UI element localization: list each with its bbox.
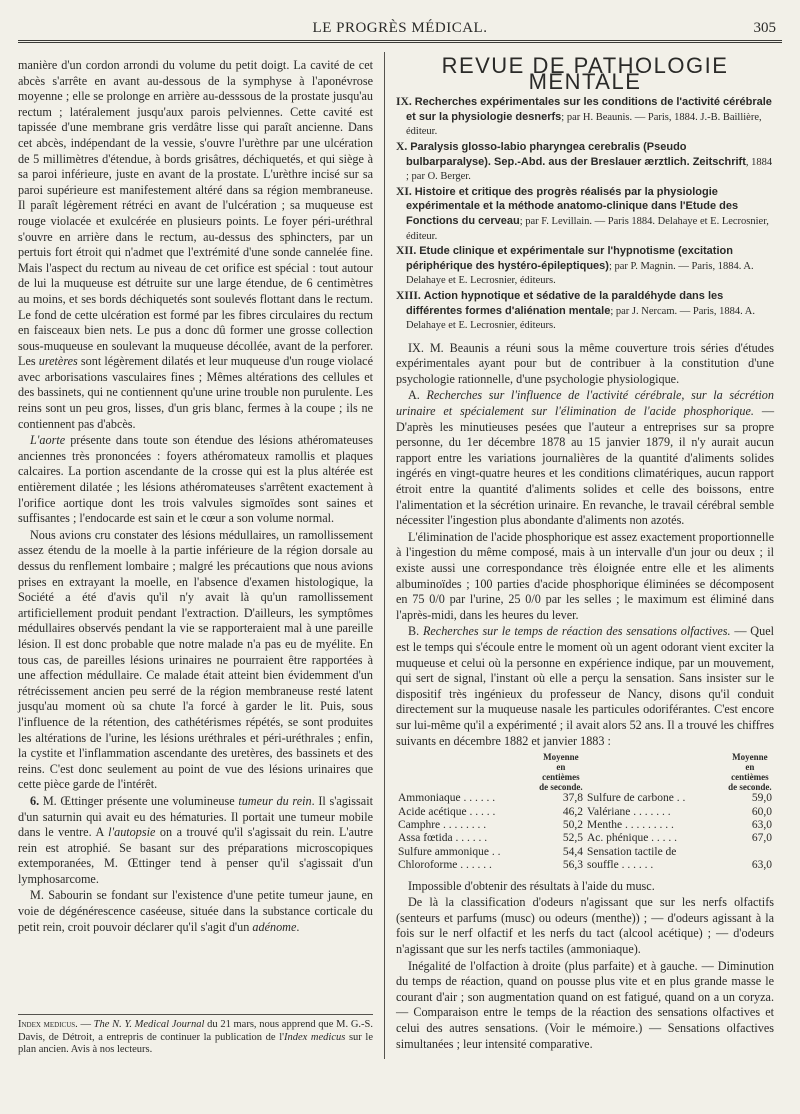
list-item: XI. Histoire et critique des progrès réalisés par la physiologie expérimentale et la méthode anatomo-clinique dans l'Etude des Fonctions du cerveau; par F. Levillain. — Paris 1884. Delahaye et E. Lecrosnier, éditeur. (396, 184, 769, 242)
list-item: X. Paralysis glosso-labio pharyngea cerebralis (Pseudo bulbarparalyse). Sep.-Abd. aus der Breslauer ærztlich. Zeitschrift, 1884 ; par O. Berger. (396, 139, 773, 183)
right-column (396, 53, 775, 1053)
column-header: Moyenne en centièmes de seconde. (539, 752, 583, 793)
list-item: XIII. Action hypnotique et sédative de la paraldéhyde dans les différentes formes d'aliénation mentale; par J. Nercam. — Paris, 1884. A. Delahaye et E. Lecrosnier, éditeurs. (396, 288, 755, 332)
header-rule (18, 40, 782, 43)
table-row: Acide acétique . . . . . 46,2 Valériane . . . . . . . 60,0 (398, 805, 772, 818)
journal-title: LE PROGRÈS MÉDICAL. (312, 20, 488, 36)
page-number: 305 (753, 20, 776, 36)
column-divider (384, 52, 385, 1059)
column-header: Moyenne en centièmes de seconde. (728, 752, 772, 793)
left-column (18, 58, 373, 936)
table-row: Chloroforme . . . . . . 56,3 souffle . . . . . . 63,0 (398, 859, 772, 872)
footnote: Index medicus. — The N. Y. Medical Journal du 21 mars, nous apprend que M. G.-S. Davis, de Détroit, a entrepris de continuer la publication de l'Index medicus sur le plan ancien. Avis à nos lecteurs. (18, 1014, 373, 1057)
paragraph: De là la classification d'odeurs n'agissant que sur les nerfs olfactifs (senteurs et parfums (musc) ou odeurs (menthe)) ; — d'odeurs agissant à la fois sur le nerf olfactif et les nerfs du tact (alcool acétique) ; — d'odeurs n'agissant que sur les nerfs tactiles (ammoniaque). (396, 895, 774, 956)
odor-reaction-table (396, 752, 774, 872)
list-item: XII. Etude clinique et expérimentale sur l'hypnotisme (excitation périphérique des hystéro-épileptiques); par P. Magnin. — Paris, 1884. A. Delahaye et E. Lecrosnier, éditeurs. (396, 244, 754, 287)
list-item: IX. Recherches expérimentales sur les conditions de l'activité cérébrale et sur la physiologie desnerfs; par H. Beaunis. — Paris, 1884. J.-B. Baillière, éditeur. (396, 95, 772, 138)
table-row: Ammoniaque . . . . . . 37,8 Sulfure de carbone . . 59,0 (398, 792, 772, 805)
table-row: Camphre . . . . . . . . 50,2 Menthe . . . . . . . . . 63,0 (398, 818, 772, 831)
reference-list (396, 95, 774, 333)
page-header (18, 18, 782, 40)
paragraph: B. Recherches sur le temps de réaction des sensations olfactives. — Quel est le temps qui s'écoule entre le moment où un agent odorant vient exciter la muqueuse et celui où la personne en expérience indique, par un mouvement, qui sert de signal, l'instant où elle a perçu la sensation. Sans insister sur le dispositif très ingénieux du professeur de Nancy, disons qu'il conduit directement sur la muqueuse nasale les particules odoriférantes. C'est encore sur lui-même qu'il a expérimenté ; il avait alors 52 ans. Il a trouvé les chiffres suivants en décembre 1882 et janvier 1883 : (396, 624, 774, 748)
paragraph: Inégalité de l'olfaction à droite (plus parfaite) et à gauche. — Diminution du temps de réaction, quand on pousse plus vite et en plus grande masse le courant d'air ; son augmentation quand on est fatigué, quand on a un coryza. — Comparaison entre le temps de la réaction des sensations olfactives et celui des autres sensations. (Voir le mémoire.) — Sensations olfactives simultanées ; leur intensité comparative. (396, 958, 774, 1051)
paragraph: manière d'un cordon arrondi du volume du petit doigt. La cavité de cet abcès s'arrête en avant au-dessous de la symphyse à l'aponévrose moyenne ; elle se prolonge en arrière au-desssous de la prostate jusqu'au rectum ; latéralement jusqu'aux parois pelviennes. Cette cavité est tapissée d'une membrane gris verdâtre lisse qui paraît ancienne. Dans cet abcès, indépendant de la vessie, s'ouvre l'urèthre par une ulcération de 5 millimètres d'étendue, à bords grisâtres, déchiquetés, et qui siège à sa paroi inférieure, juste en avant de la prostate. L'urèthre incisé sur sa paroi supérieure est manifestement altéré dans sa région membraneuse. Il paraît légèrement rétréci en avant de l'ulcération ; sa muqueuse est rouge violacée et exulcérée en plusieurs points. Le foyer péri-uréthral s'ouvre en arrière dans le rectum, au-dessus des sphincters, par un pertuis fort étroit qui n'admet que l'extrémité d'une sonde cannelée fine. Mais l'aspect du rectum au niveau de cet orifice est spécial : tout autour de lui la muqueuse est détruite sur une large étendue, de 6 centimètres au moins, et ses bords déchiquetés sont soulevés flottant dans le rectum. Le fond de cette ulcération est formé par les fibres circulaires du rectum en faisceaux bien nets. Le pus a donc dû former une grosse collection sous-muqueuse en soulevant la muqueuse décollée, avant de la perforer. Les uretères sont légèrement dilatés et leur muqueuse d'un rouge violacé avec arborisations vasculaires fines ; Mêmes altérations des cellules et des bassinets, qui ne contiennent qu'une urine trouble non purulente. Les reins sont un peu gros, lisses, d'un gris blanc, fermes à la coupe ; ils ne contiennent pas d'abcès. (18, 58, 373, 431)
paragraph: A. Recherches sur l'influence de l'activité cérébrale, sur la sécrétion urinaire et spécialement sur l'élimination de l'acide phosphorique. — D'après les minutieuses pesées que l'auteur a entreprises sur sa propre personne, du 1er décembre 1878 au 15 janvier 1879, il n'y aurait aucun rapport entre les variations journalières de la quantité d'aliments solides ingérés en vingt-quatre heures et les conditions climatériques, aucun rapport étroit entre la quantité d'aliments solides et celle des boissons, entre l'alimentation et la sécrétion urinaire. En revanche, le travail cérébral semble nécessiter l'ingestion plus abondante d'aliments non azotés. (396, 388, 775, 528)
section-title: REVUE DE PATHOLOGIE MENTALE (441, 53, 729, 94)
paragraph: Nous avions cru constater des lésions médullaires, un ramollissement assez étendu de la moelle à la partie inférieure de la région dorsale au dessus du renflement lombaire ; malgré les précautions que nous avions prises en extrayant la moelle, en l'absence d'examen histologique, la Société a été d'avis qu'il n'y avait là qu'un ramollissement artificiellement produit pendant l'extraction. D'ailleurs, les symptômes médullaires observés pendant la vie se rapporteraient mal à une pareille lésion. Il est donc probable que notre malade n'a pas eu de myélite. En tous cas, de pareilles lésions urinaires ne pourraient être rapportées à une affection médullaire. Ce malade était atteint bien évidemment d'un rétrécissement ancien peu serré de la région membraneuse resté latent jusqu'au moment où sa chute l'a forcé à garder le lit. Puis, sous l'influence de la rétention, des cathétérismes répétés, se sont produites les altérations de l'urine, les lésions uréthrales et péri-uréthrales ; enfin, la cystite et l'inflammation ascendante des uretères, des bassinets et des reins. C'est donc seulement au point de vue des lésions urinaires que cette pièce garde de l'intérêt. (18, 527, 373, 792)
paragraph: IX. M. Beaunis a réuni sous la même couverture trois séries d'études expérimentales ayant pour but de contribuer à la constitution d'une psychologie rationnelle, d'une psychologie physiologique. (396, 340, 774, 386)
paragraph: Impossible d'obtenir des résultats à l'aide du musc. (408, 878, 655, 893)
table-row: Assa fœtida . . . . . . 52,5 Ac. phénique . . . . . 67,0 (398, 832, 772, 845)
paragraph: L'élimination de l'acide phosphorique est assez exactement proportionnelle à l'ingestion du même composé, mais à un intervalle d'un jour ou deux ; il existe aussi une correspondance très éloignée entre elle et les aliments albuminoïdes ; 100 parties d'acide phosphorique éliminées se décomposent en 75 0/0 par l'urine, 25 0/0 par les selles ; le maximum est éliminé dans l'après-midi, dans les heures du lever. (396, 529, 774, 622)
paragraph: M. Sabourin se fondant sur l'existence d'une petite tumeur jaune, en voie de dégénérescence caséeuse, située dans la substance corticale du petit rein, croit pouvoir déclarer qu'il s'agit d'un adénome. (18, 888, 373, 934)
table-row: Sulfure ammonique . . 54,4 Sensation tactile de (398, 845, 677, 858)
paragraph: 6. M. Œttinger présente une volumineuse tumeur du rein. Il s'agissait d'un saturnin qui avait eu des hématuries. Il portait une tumeur mobile dans le ventre. A l'autopsie on a trouvé qu'il s'agissait du rein. L'autre rein est atrophié. Se basant sur des préparations microscopiques extemporanées, M. Œttinger tend à penser qu'il s'agissait d'un lymphosarcome. (18, 793, 373, 886)
paragraph: L'aorte présente dans toute son étendue des lésions athéromateuses anciennes très prononcées : foyers athéromateux ramollis et plaques calcaires. La portion ascendante de la crosse qui est la plus altérée est entièrement dilatée ; les lésions athéromateuses s'arrêtent exactement à l'orifice aortique dont les trois valvules sigmoïdes sont saines et suffisantes ; l'endocarde est sain et le cœur a son volume normal. (18, 433, 373, 526)
